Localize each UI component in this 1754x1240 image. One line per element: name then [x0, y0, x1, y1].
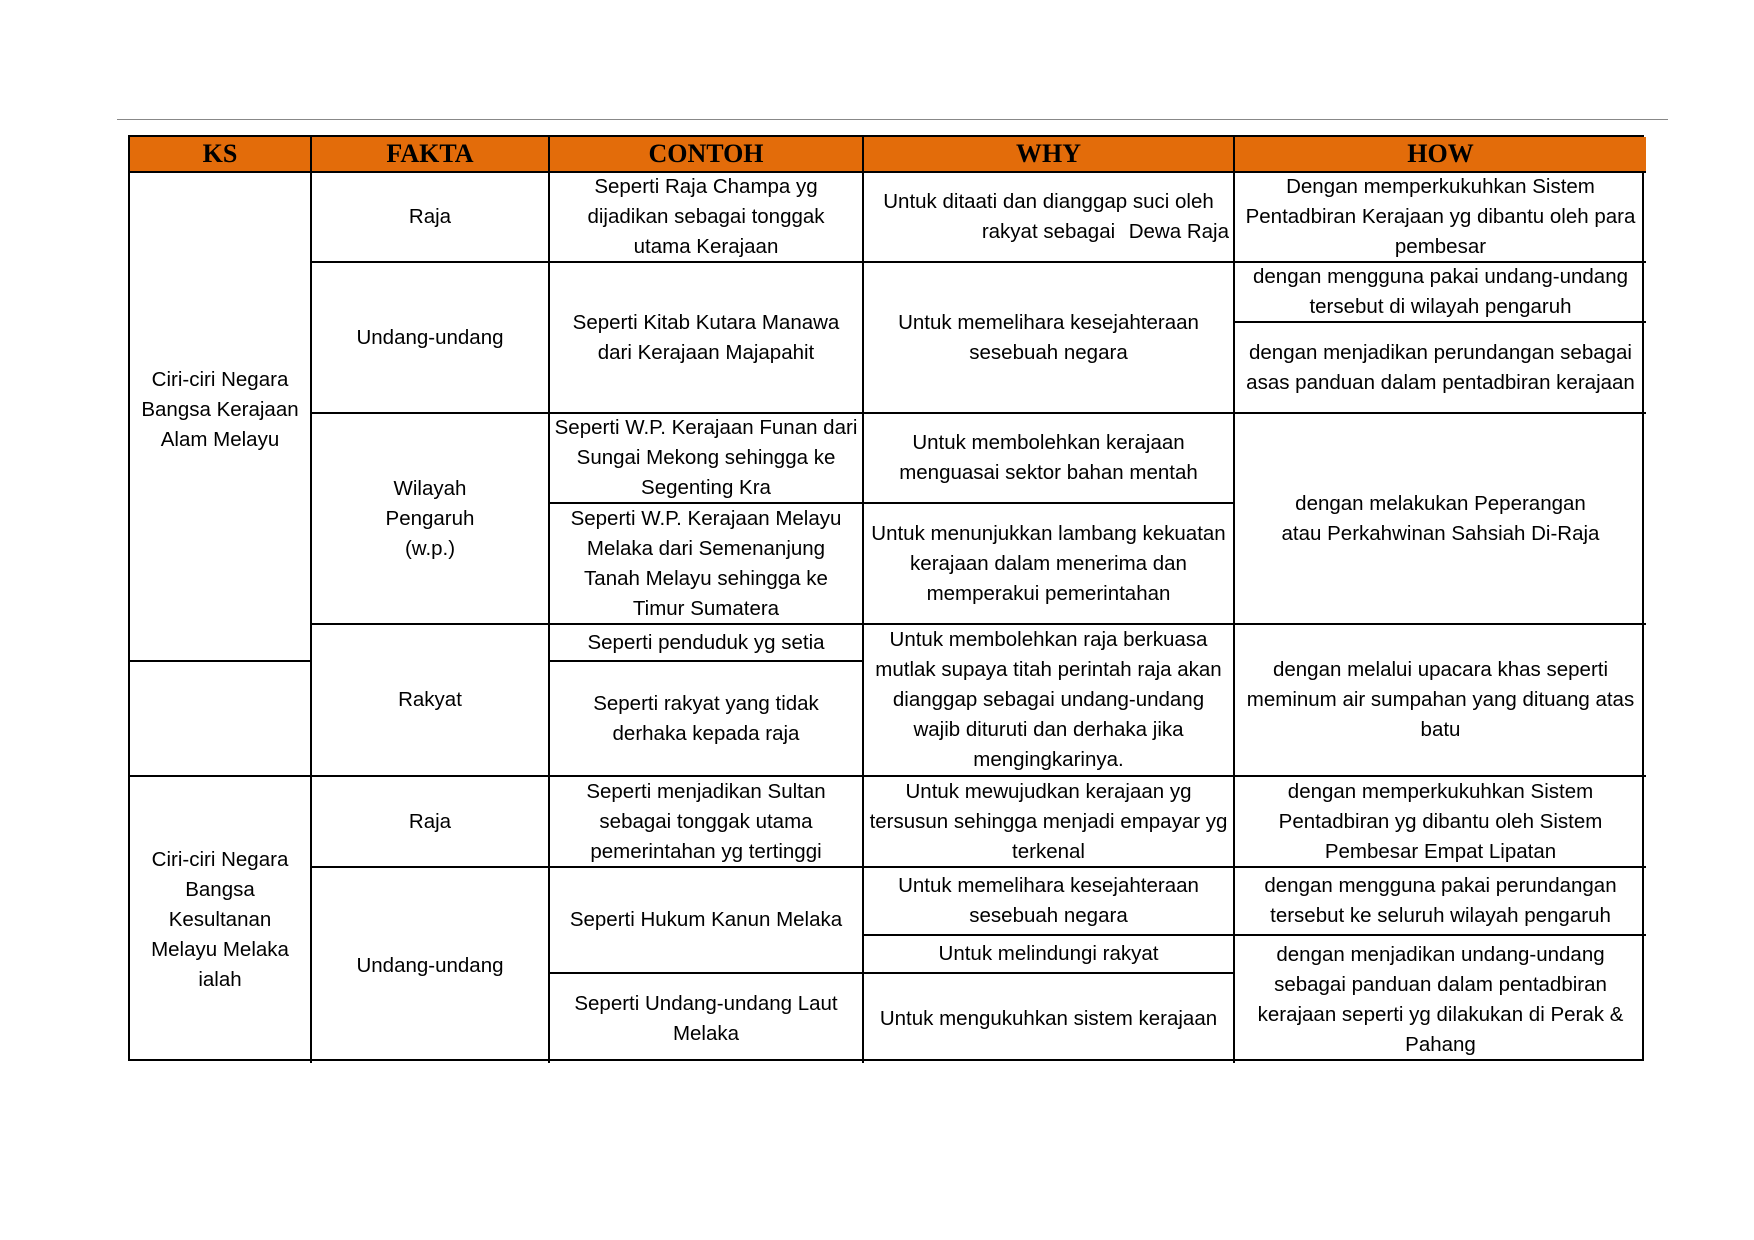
contoh-text: Seperti Raja Champa yg dijadikan sebagai tonggak utama Kerajaan	[587, 175, 825, 258]
why-cell: Untuk menunjukkan lambang kekuatan kerajaan dalam menerima dan memperakui pemerintahan	[864, 504, 1235, 625]
how-cell	[1235, 777, 1646, 868]
how-cell: dengan menjadikan perundangan sebagai asas panduan dalam pentadbiran kerajaan	[1235, 323, 1646, 414]
fakta-cell: Raja	[312, 777, 550, 868]
ks-cell-continuation	[130, 662, 312, 777]
header-why: WHY	[864, 137, 1235, 173]
why-cell	[864, 263, 1235, 414]
fakta-text: Wilayah Pengaruh (w.p.)	[385, 476, 475, 560]
ks-text: Ciri-ciri Negara Bangsa Kesultanan Melayu Melaka ialah	[151, 848, 289, 991]
contoh-text: Seperti Undang-undang Laut Melaka	[574, 991, 838, 1045]
why-text: Untuk memelihara kesejahteraan sesebuah negara	[898, 310, 1199, 364]
how-cell	[1235, 868, 1646, 936]
header-how: HOW	[1235, 137, 1646, 173]
why-text-b: Dewa Raja	[1128, 220, 1229, 243]
contoh-cell	[550, 504, 864, 625]
how-cell	[1235, 414, 1646, 625]
how-cell	[1235, 936, 1646, 1063]
contoh-text: Seperti rakyat yang tidak derhaka kepada raja	[593, 691, 819, 745]
contoh-cell	[550, 263, 864, 414]
why-cell	[864, 173, 1235, 263]
why-text-a: Untuk ditaati dan dianggap suci oleh rakyat sebagai	[883, 190, 1214, 243]
fakta-cell	[312, 414, 550, 625]
ks-cell-alam-melayu	[130, 173, 312, 662]
ks-text: Ciri-ciri Negara Bangsa Kerajaan Alam Melayu	[141, 367, 299, 451]
contoh-cell: Seperti penduduk yg setia	[550, 625, 864, 662]
how-cell: dengan melalui upacara khas seperti meminum air sumpahan yang dituang atas batu	[1235, 625, 1646, 777]
why-cell: Untuk melindungi rakyat	[864, 936, 1235, 974]
why-cell: Untuk mewujudkan kerajaan yg tersusun sehingga menjadi empayar yg terkenal	[864, 777, 1235, 868]
why-text: Untuk membolehkan kerajaan menguasai sektor bahan mentah	[899, 431, 1198, 484]
contoh-cell	[550, 662, 864, 777]
header-fakta: FAKTA	[312, 137, 550, 173]
how-text: dengan menjadikan undang-undang sebagai panduan dalam pentadbiran kerajaan seperti yg dilakukan di Perak & Pahang	[1257, 942, 1624, 1056]
how-cell: dengan mengguna pakai undang-undang tersebut di wilayah pengaruh	[1235, 263, 1646, 323]
contoh-text: Seperti Kitab Kutara Manawa dari Kerajaan Majapahit	[572, 310, 840, 364]
fakta-cell: Raja	[312, 173, 550, 263]
how-text: dengan memperkukuhkan Sistem Pentadbiran yg dibantu oleh Sistem Pembesar Empat Lipatan	[1278, 779, 1603, 863]
why-text: Untuk memelihara kesejahteraan sesebuah negara	[898, 874, 1199, 927]
header-contoh: CONTOH	[550, 137, 864, 173]
why-cell	[864, 868, 1235, 936]
why-cell	[864, 414, 1235, 504]
fakta-cell: Undang-undang	[312, 868, 550, 1063]
contoh-cell	[550, 777, 864, 868]
how-text: dengan melakukan Peperangan atau Perkahwinan Sahsiah Di-Raja	[1281, 491, 1600, 545]
why-cell: Untuk membolehkan raja berkuasa mutlak supaya titah perintah raja akan dianggap sebagai undang-undang wajib dituruti dan derhaka jika mengingkarinya.	[864, 625, 1235, 777]
fakta-cell: Rakyat	[312, 625, 550, 777]
how-cell: Dengan memperkukuhkan Sistem Pentadbiran Kerajaan yg dibantu oleh para pembesar	[1235, 173, 1646, 263]
contoh-cell: Seperti Hukum Kanun Melaka	[550, 868, 864, 974]
ks-cell-melaka	[130, 777, 312, 1063]
contoh-cell: Seperti W.P. Kerajaan Funan dari Sungai Mekong sehingga ke Segenting Kra	[550, 414, 864, 504]
contoh-text: Seperti menjadikan Sultan sebagai tonggak utama pemerintahan yg tertinggi	[586, 779, 826, 863]
notes-table	[128, 135, 1644, 1061]
contoh-cell	[550, 173, 864, 263]
header-ks: KS	[130, 137, 312, 173]
why-cell: Untuk mengukuhkan sistem kerajaan	[864, 974, 1235, 1063]
fakta-cell: Undang-undang	[312, 263, 550, 414]
top-rule	[117, 119, 1668, 120]
contoh-text: Seperti W.P. Kerajaan Melayu Melaka dari Semenanjung Tanah Melayu sehingga ke Timur Sumatera	[570, 506, 842, 620]
how-text: dengan mengguna pakai perundangan tersebut ke seluruh wilayah pengaruh	[1264, 874, 1617, 927]
contoh-cell	[550, 974, 864, 1063]
